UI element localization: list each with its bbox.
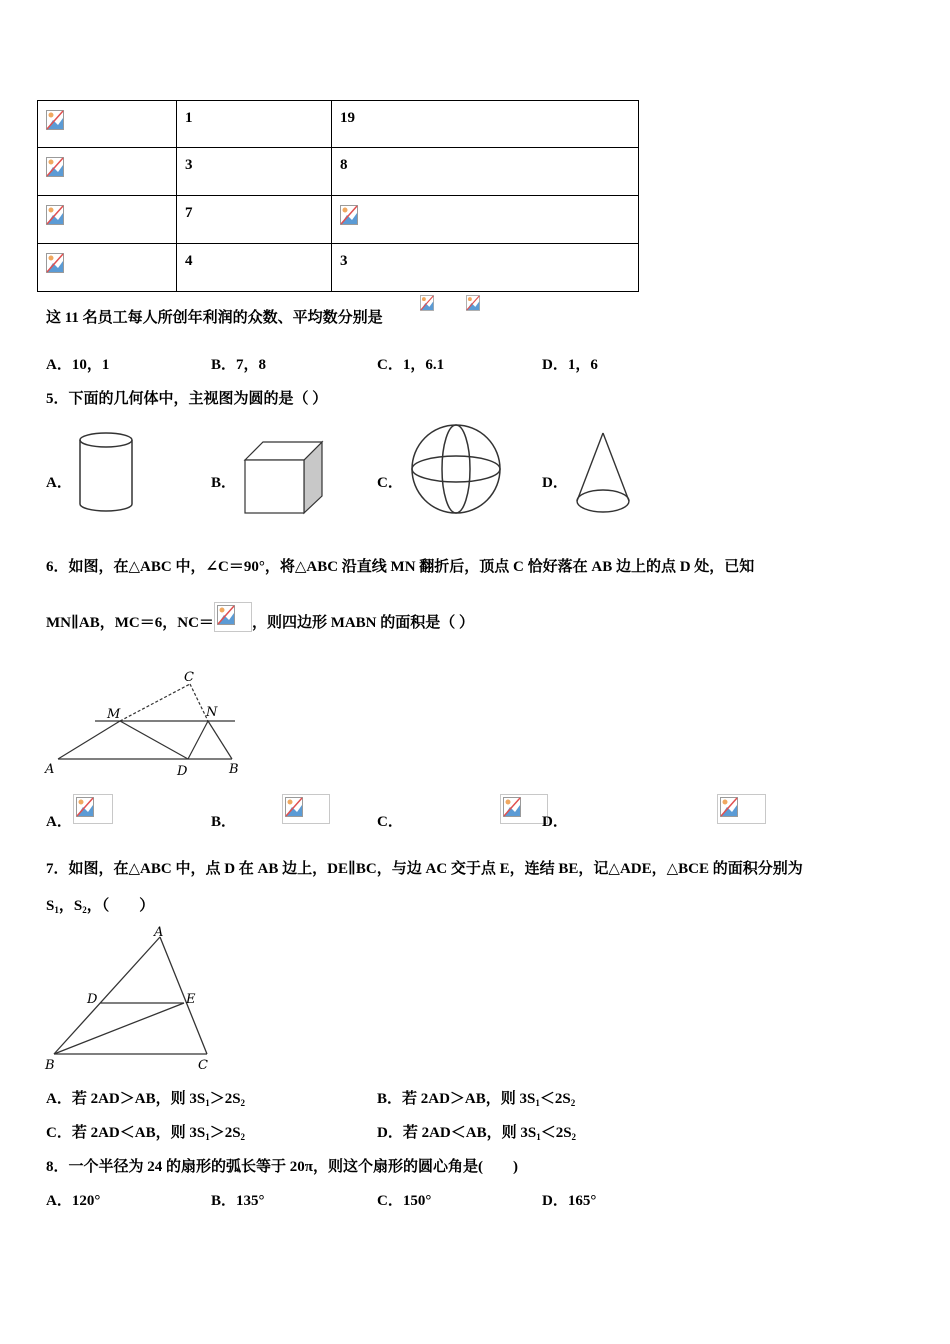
label-a: A <box>45 762 55 777</box>
q7-stem-line1: 7．如图，在△ABC 中，点 D 在 AB 边上，DE∥BC，与边 AC 交于点 E，连结 BE，记△ADE，△BCE 的面积分别为 <box>46 861 803 877</box>
broken-image-icon <box>340 205 358 225</box>
q8-option-d[interactable]: D．165° <box>542 1193 597 1209</box>
formula-image-placeholder <box>214 602 252 632</box>
broken-image-icon <box>46 205 64 225</box>
q5-option-a[interactable]: A． <box>46 475 72 491</box>
q6-option-c[interactable]: C． <box>377 814 403 830</box>
q4-option-c[interactable]: C．1，6.1 <box>377 357 445 373</box>
q6-option-a[interactable]: A． <box>46 814 72 830</box>
q6-option-d[interactable]: D． <box>542 814 568 830</box>
broken-image-icon <box>46 157 64 177</box>
q4-option-d[interactable]: D．1，6 <box>542 357 598 373</box>
formula-image-placeholder <box>500 794 548 824</box>
q6-stem-line2: MN∥AB，MC＝6，NC＝ ，则四边形 MABN 的面积是（ ） <box>46 602 474 632</box>
q8-stem: 8．一个半径为 24 的扇形的弧长等于 20π，则这个扇形的圆心角是( ) <box>46 1159 518 1175</box>
q7-option-a[interactable]: A．若 2AD＞AB，则 $3S_1>2S_2$ <box>46 1091 246 1108</box>
label-c: C <box>184 670 194 685</box>
q6-stem-line1: 6．如图，在△ABC 中，∠C＝90°，将△ABC 沿直线 MN 翻折后，顶点 C 恰好落在 AB 边上的点 D 处，已知 <box>46 559 755 575</box>
q8-option-b[interactable]: B．135° <box>211 1193 265 1209</box>
q4-option-b[interactable]: B．7，8 <box>211 357 267 373</box>
label-b: B <box>229 762 239 777</box>
broken-image-icon <box>76 797 94 817</box>
label-a: A <box>154 925 164 940</box>
q7-triangle-figure <box>42 922 220 1074</box>
cube-figure <box>242 438 328 516</box>
broken-image-icon <box>46 253 64 273</box>
sphere-figure <box>410 422 502 516</box>
broken-image-icon <box>466 292 480 314</box>
q4-stem: 这 11 名员工每人所创年利润的众数、平均数分别是 <box>46 310 383 326</box>
broken-image-icon <box>503 797 521 817</box>
q8-option-c[interactable]: C．150° <box>377 1193 432 1209</box>
label-d: D <box>177 764 188 779</box>
q7-option-c[interactable]: C．若 2AD＜AB，则 $3S_1>2S_2$ <box>46 1125 246 1142</box>
broken-image-icon <box>217 605 235 625</box>
q5-option-c[interactable]: C． <box>377 475 403 491</box>
q5-stem: 5．下面的几何体中，主视图为圆的是（ ） <box>46 391 328 407</box>
table-row <box>38 101 639 148</box>
q6-geometry-figure <box>40 664 250 780</box>
table-row <box>38 196 639 244</box>
label-c: C <box>198 1058 208 1073</box>
label-b: B <box>45 1058 55 1073</box>
table-cell: 4 <box>177 244 332 292</box>
q4-option-a[interactable]: A．10，1 <box>46 357 110 373</box>
table-row <box>38 148 639 196</box>
q7-option-d[interactable]: D．若 2AD＜AB，则 $3S_1<2S_2$ <box>377 1125 577 1142</box>
table-cell: 3 <box>177 148 332 196</box>
table-cell <box>332 196 639 244</box>
q5-option-d[interactable]: D． <box>542 475 568 491</box>
q5-option-b[interactable]: B． <box>211 475 237 491</box>
broken-image-icon <box>420 292 434 314</box>
label-n: N <box>206 705 218 720</box>
formula-image-placeholder <box>73 794 113 824</box>
label-e: E <box>186 992 196 1007</box>
q8-option-a[interactable]: A．120° <box>46 1193 101 1209</box>
broken-image-icon <box>285 797 303 817</box>
table-cell: 1 <box>177 101 332 148</box>
q6-option-b[interactable]: B． <box>211 814 237 830</box>
data-table <box>37 100 639 292</box>
table-row <box>38 244 639 292</box>
label-m: M <box>107 707 121 722</box>
table-cell: 19 <box>332 101 639 148</box>
table-cell: 8 <box>332 148 639 196</box>
label-d: D <box>87 992 98 1007</box>
formula-image-placeholder <box>717 794 766 824</box>
broken-image-icon <box>720 797 738 817</box>
broken-image-icon <box>46 110 64 130</box>
cylinder-figure <box>76 430 136 516</box>
cone-figure <box>574 430 634 516</box>
q7-option-b[interactable]: B．若 2AD＞AB，则 $3S_1<2S_2$ <box>377 1091 576 1108</box>
table-cell: 7 <box>177 196 332 244</box>
q7-stem-line2: $S_1$，$S_2$，（ ） <box>46 898 155 915</box>
formula-image-placeholder <box>282 794 330 824</box>
table-cell: 3 <box>332 244 639 292</box>
